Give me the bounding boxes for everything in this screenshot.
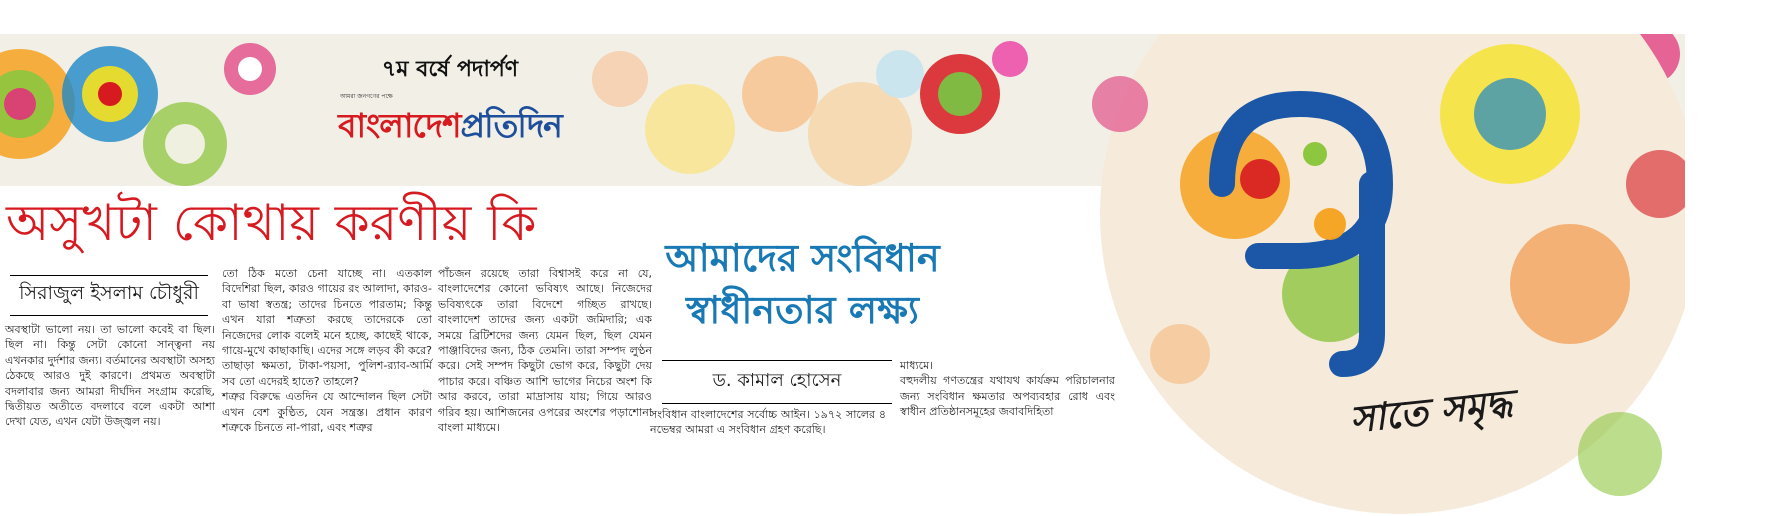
tagline: আমরা জনগণের পক্ষে — [340, 93, 393, 100]
paragraph: অবস্থাটা ভালো নয়। তা ভালো কবেই বা ছিল। ছিল না। কিন্তু সেটা কোনো সান্ত্বনা নয় এখনকার দুর্দশার জন্য। বর্তমানের অবস্থাটা অসহ্য ঠেকছে আরও দুই কারণে। প্রথমত অবস্থাটা বদলাবার জন্য আমরা দীর্ঘদিন সংগ্রাম করেছি, দ্বিতীয়ত অতীতে বদলাবে বলে একটা আশা দেখা যেত, এখন যেটা উজ্জ্বল নয়। — [5, 323, 215, 429]
paper-logo — [320, 100, 580, 156]
anniversary-title: ৭ম বর্ষে পদার্পণ — [381, 57, 519, 82]
article-column — [650, 407, 886, 438]
article-column — [900, 358, 1115, 420]
article-column — [5, 322, 215, 430]
paragraph: সংবিধান বাংলাদেশের সর্বোচ্চ আইন। ১৯৭২ সালের ৪ নভেম্বর আমরা এ সংবিধান গ্রহণ করেছি। — [650, 408, 886, 437]
headline-line: স্বাধীনতার লক্ষ্য — [686, 288, 919, 332]
headline-line: আমাদের সংবিধান — [665, 236, 940, 280]
paper-name-part2: প্রতিদিন — [460, 106, 562, 145]
headline: অসুখটা কোথায় করণীয় কি — [6, 194, 537, 252]
article-column — [438, 266, 652, 435]
paragraph: পাঁচজন রয়েছে তারা বিশ্বাসই করে না যে, বাংলাদেশের কোনো ভবিষ্যৎ আছে। নিজেদের ভবিষ্যৎকে তারা বিদেশে গচ্ছিত রাখছে। বাংলাদেশ তাদের জন্য একটা জমিদারি; এক সময়ে ব্রিটিশদের জন্য যেমন ছিল, ছিল যেমন পাঞ্জাবিদের জন্য, ঠিক তেমনি। তারা সম্পদ লুণ্ঠন করে। সেই সম্পদ কিছুটা ভোগ করে, কিছুটা দেয় পাচার করে। বঞ্চিত আশি ভাগের নিচের অংশ কি আর করবে, তারা মাদ্রাসায় যায়; গিয়ে আরও গরিব হয়। আশিজনের ওপরের অংশের পড়াশোনা বাংলা মাধ্যমে। — [438, 267, 652, 435]
sate-samriddha-slogan: সাতে সমৃদ্ধ — [1347, 381, 1515, 442]
paragraph: শত্রুর বিরুদ্ধে এতদিন যে আন্দোলন ছিল সেটা এখন বেশ কুণ্ঠিত, যেন সন্ত্রস্ত। প্রধান কারণ শত্রুকে চিনতে না-পারা, এবং শত্রুর — [222, 390, 432, 435]
masthead — [320, 52, 580, 156]
seven-logo-art — [1000, 34, 1685, 516]
second-author-byline: ড. কামাল হোসেন — [662, 360, 892, 404]
paragraph: বহুদলীয় গণতন্ত্রের যথাযথ কার্যক্রম পরিচালনার জন্য সংবিধান ক্ষমতার অপব্যবহার রোধ এবং স্বাধীন প্রতিষ্ঠানসমূহের জবাবদিহিতা — [900, 374, 1115, 419]
paper-name-part1: বাংলাদেশ — [338, 106, 461, 145]
paragraph: মাধ্যমে। — [900, 359, 934, 372]
article-column — [222, 266, 432, 435]
second-article-headline — [655, 232, 950, 336]
author-byline: সিরাজুল ইসলাম চৌধুরী — [10, 275, 208, 316]
paragraph: তো ঠিক মতো চেনা যাচ্ছে না। এতকাল বিদেশিরা ছিল, কারও গায়ের রং আলাদা, কারও-বা ভাষা স্বতন্ত্র; তাদের চিনতে পারতাম; কিন্তু এখন যারা শত্রুতা করছে তাদেরকে তো নিজেদের লোক বলেই মনে হচ্ছে, কাছেই থাকে, গায়ে-মুখে কাছাকাছি। এদের সঙ্গে লড়ব কী করে? তাছাড়া ক্ষমতা, টাকা-পয়সা, পুলিশ-র‌্যাব-আর্মি সব তো এদেরই হাতে? তাহলে? — [222, 267, 432, 388]
